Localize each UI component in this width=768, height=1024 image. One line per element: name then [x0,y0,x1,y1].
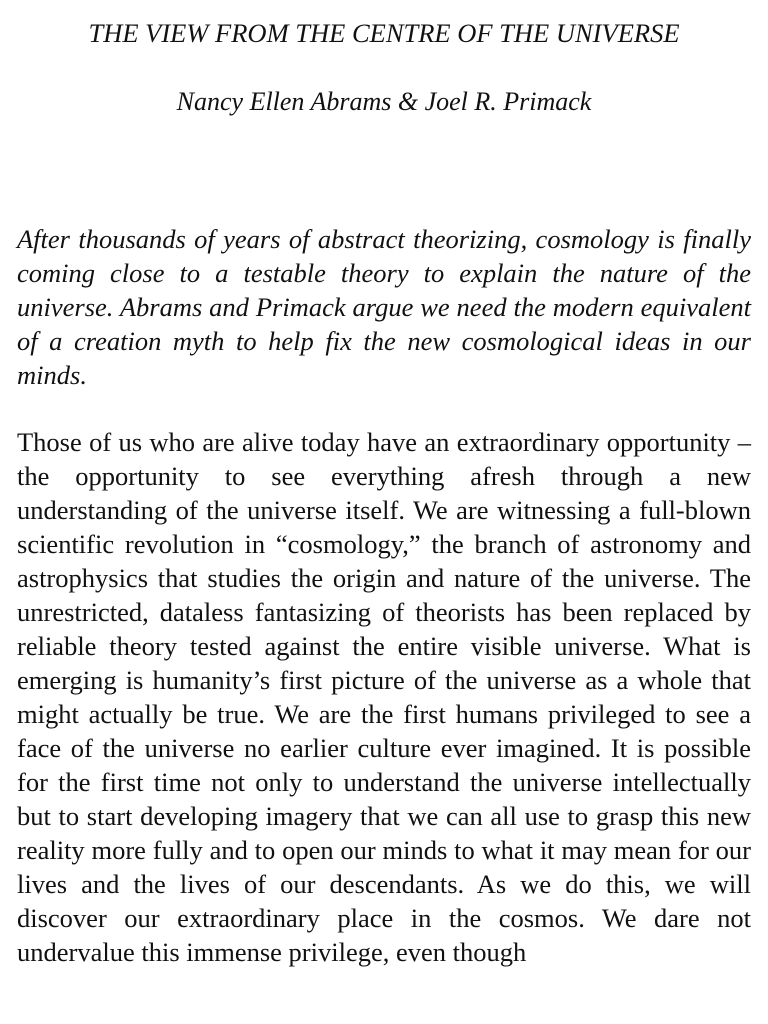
abstract-paragraph: After thousands of years of abstract theorizing, cosmology is finally coming close to a testable theory to explain the nature of the universe. Abrams and Primack argue we need the modern equivalent of a creation myth to help fix the new cosmological ideas in our minds. [17,224,751,390]
document-authors: Nancy Ellen Abrams & Joel R. Primack [176,87,592,116]
body-paragraph: Those of us who are alive today have an extraordinary opportunity – the opportunity to see everything afresh through a new understanding of the universe itself. We are witnessing a full-blown scientific revolution in “cosmology,” the branch of astronomy and astrophysics that studies the origin and nature of the universe. The unrestricted, dataless fantasizing of theorists has been replaced by reliable theory tested against the entire visible universe. What is emerging is humanity’s first picture of the universe as a whole that might actually be true. We are the first humans privileged to see a face of the universe no earlier culture ever imagined. It is possible for the first time not only to understand the universe intellectually but to start developing imagery that we can all use to grasp this new reality more fully and to open our minds to what it may mean for our lives and the lives of our descendants. As we do this, we will discover our extraordinary place in the cosmos. We dare not undervalue this immense privilege, even though [17,427,751,967]
document-title: THE VIEW FROM THE CENTRE OF THE UNIVERSE [88,18,680,48]
